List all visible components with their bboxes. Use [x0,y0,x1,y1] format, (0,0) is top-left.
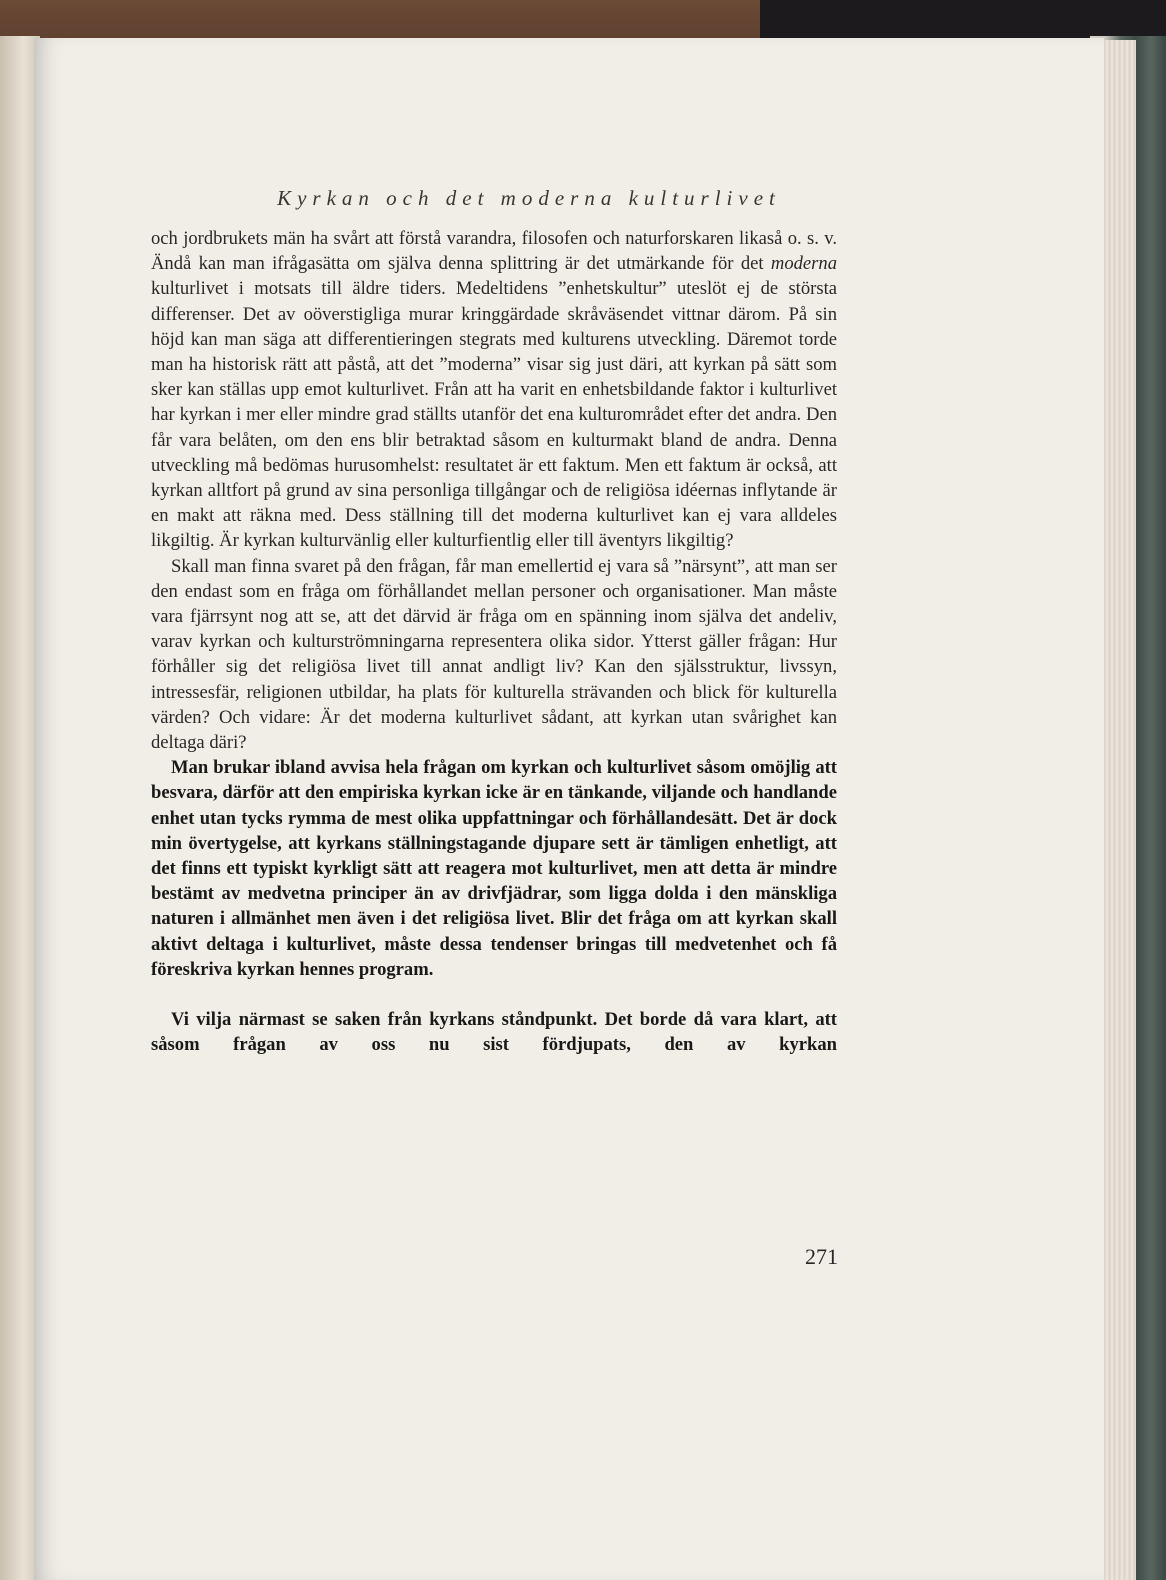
paragraph-2: Skall man finna svaret på den frågan, får man emellertid ej vara så ”närsynt”, att man ser den endast som en fråga om förhållandet mellan personer och organisationer. Man måste vara fjärrsynt nog att se, att det därvid är fråga om en spänning inom själva det andeliv, varav kyrkan och kulturströmningarna representera olika sidor. Ytterst gäller frågan: Hur förhåller sig det religiösa livet till annat andligt liv? Kan den själsstruktur, livssyn, intressesfär, religionen utbildar, ha plats för kulturella strävanden och blick för kulturella värden? Och vidare: Är det moderna kulturlivet sådant, att kyrkan utan svårighet kan deltaga däri? [151,555,837,754]
paragraph-4: Vi vilja närmast se saken från kyrkans ståndpunkt. Det borde då vara klart, att såsom frågan av oss nu sist fördjupats, den av kyrkan [151,1009,837,1056]
running-head: Kyrkan och det moderna kulturlivet [277,186,781,210]
paragraph-1-part-a: och jordbrukets män ha svårt att förstå varandra, filosofen och naturforskaren likaså o. s. v. Ändå kan man ifrågasätta om själva denna splittring är det utmärkande för det [151,228,837,275]
paragraph-3: Man brukar ibland avvisa hela frågan om kyrkan och kulturlivet såsom omöjlig att besvara, därför att den empiriska kyrkan icke är en tänkande, viljande och handlande enhet utan tycks rymma de mest olika uppfattningar och förhållandesätt. Det är dock min övertygelse, att kyrkans ställningstagande djupare sett är tämligen enhetligt, att det finns ett typiskt kyrkligt sätt att reagera mot kulturlivet, men att detta är mindre bestämt av medvetna principer än av drivfjädrar, som ligga dolda i den mänskliga naturen i allmänhet men även i det religiösa livet. Blir det fråga om att kyrkan skall aktivt deltaga i kulturlivet, måste dessa tendenser bringas till medvetenhet och få föreskriva kyrkan hennes program. [151,757,837,980]
paragraph-1-part-b: kulturlivet i motsats till äldre tiders. Medeltidens ”enhetskultur” uteslöt ej de största differenser. Det av oöverstigliga murar kringgärdade skråväsendet vittnar därom. På sin höjd kan man säga att differentieringen stegrats med kulturens utveckling. Däremot torde man ha historisk rätt att påstå, att det ”moderna” visar sig just däri, att kyrkan på sätt som sker kan ställas upp emot kulturlivet. Från att ha varit en enhetsbildande faktor i kulturlivet har kyrkan i mer eller mindre grad ställts utanför det ena kulturområdet efter det andra. Den får vara belåten, om den ens blir betraktad såsom en kulturmakt bland de andra. Denna utveckling må bedömas hurusomhelst: resultatet är ett faktum. Men ett faktum är också, att kyrkan alltfort på grund av sina personliga tillgångar och de religiösa idéernas inflytande är en makt att räkna med. Dess ställning till det moderna kulturlivet kan ej vara alldeles likgiltig. Är kyrkan kulturvänlig eller kulturfientlig eller till äventyrs likgiltig? [151,278,837,552]
background-object [760,0,1166,40]
paragraph-1 [151,226,837,554]
page-number: 271 [805,1244,838,1269]
emphasis-moderna: moderna [770,253,837,275]
body-text [151,226,837,1058]
book-page [34,38,1104,1580]
section-gap [151,982,837,1007]
